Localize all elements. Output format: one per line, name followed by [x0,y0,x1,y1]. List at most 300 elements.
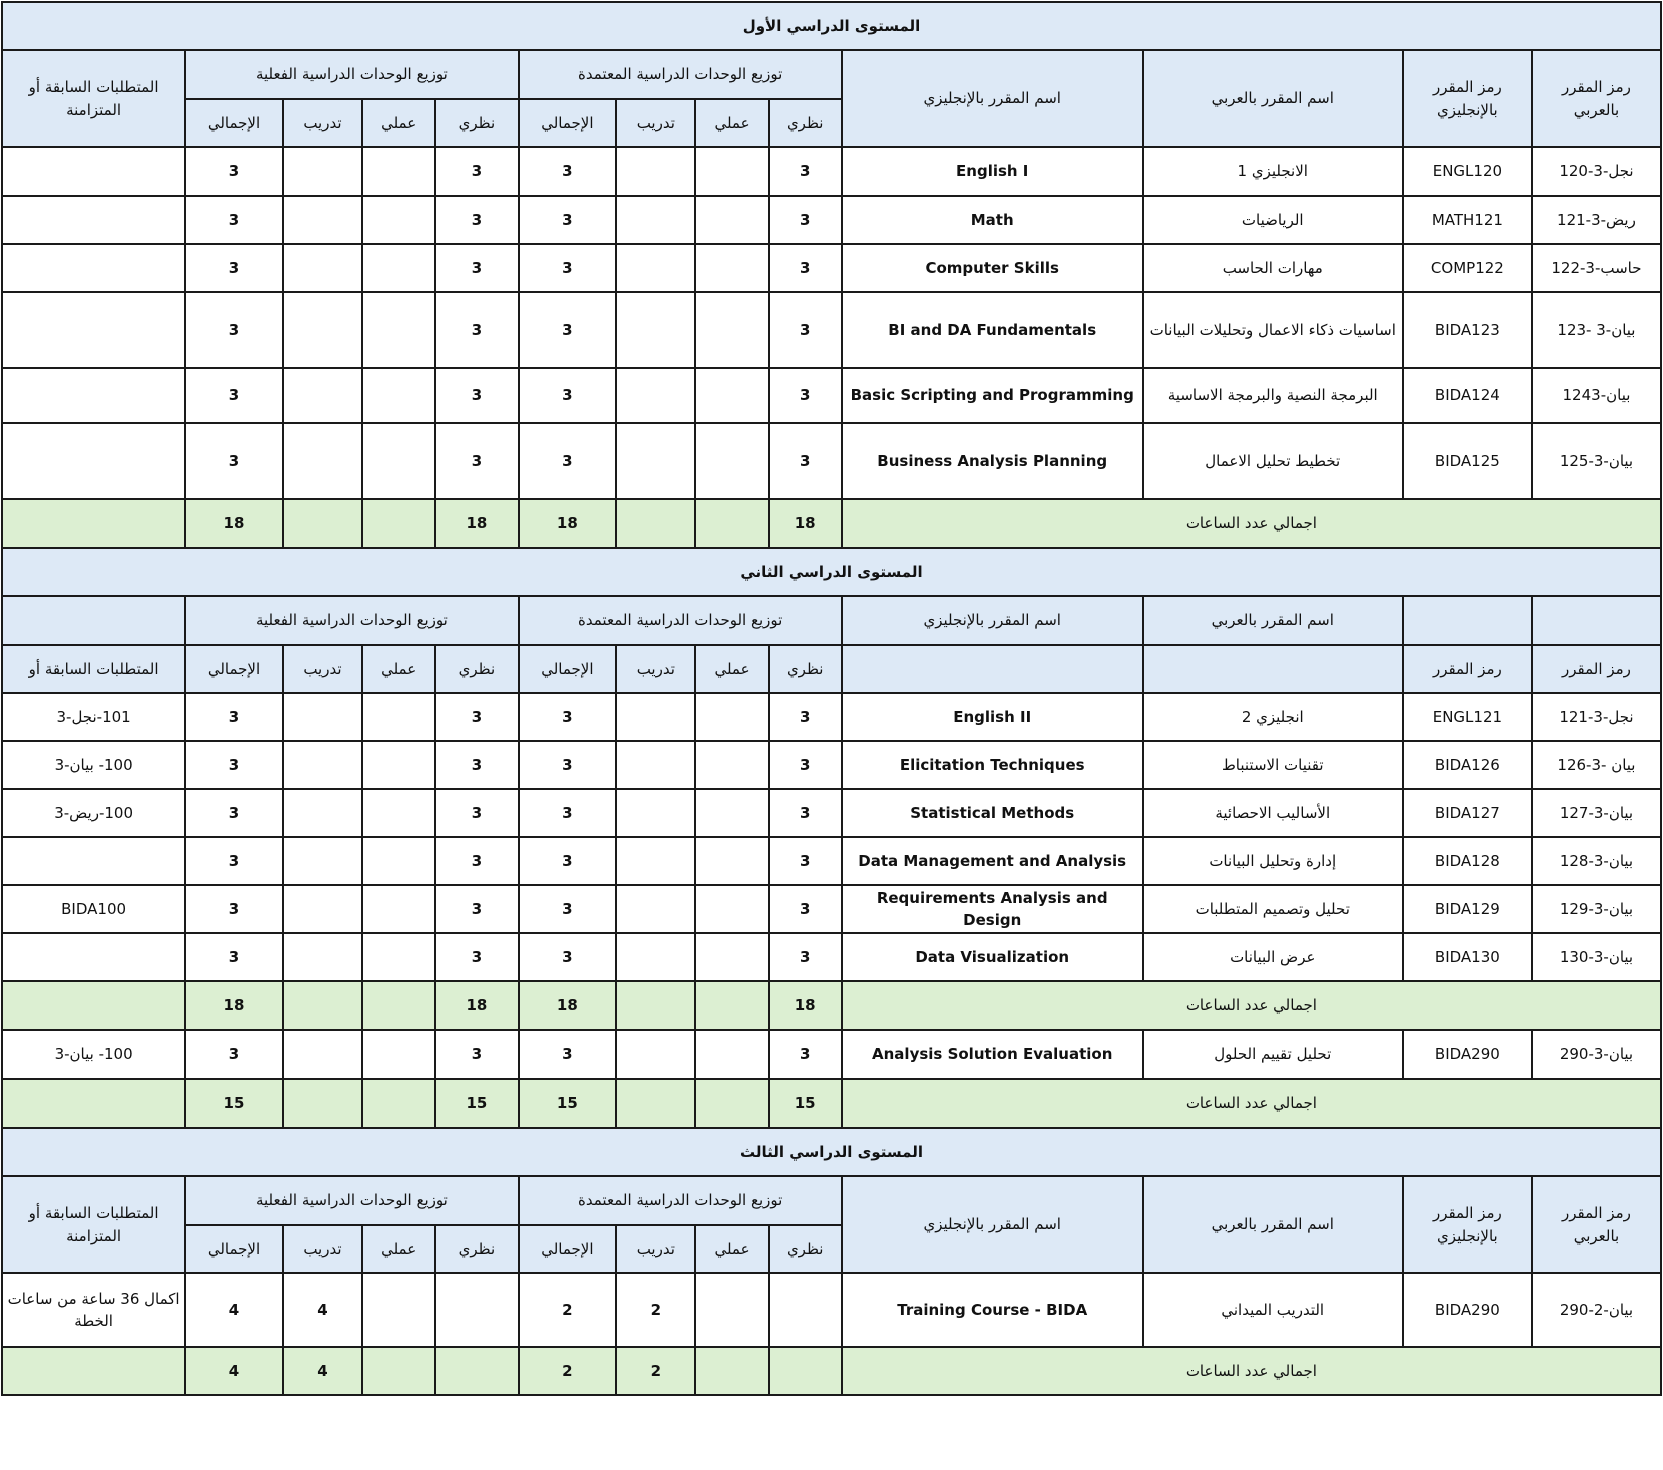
units-f-th: 3 [435,244,518,292]
course-row [2,933,1661,981]
header-code-en: رمز المقرر بالإنجليزي [1403,50,1532,147]
units-f-tot: 3 [185,837,283,885]
course-code-en: BIDA127 [1403,789,1532,837]
total-a-th [769,1347,842,1395]
units-f-tot: 3 [185,1030,283,1079]
units-a-th: 3 [769,196,842,244]
course-code-ar: 129-بيان-3 [1532,885,1661,933]
units-a-pr [695,789,768,837]
header-accredited-training: تدريب [616,99,695,147]
course-code-ar: 290-بيان-2 [1532,1273,1661,1347]
total-a-pr [695,1347,768,1395]
units-a-tot: 3 [519,292,617,368]
units-a-th: 3 [769,147,842,196]
units-a-tot: 3 [519,933,617,981]
course-name-ar: التدريب الميداني [1143,1273,1403,1347]
level-title: المستوى الدراسي الأول [2,2,1661,50]
units-a-th: 3 [769,292,842,368]
course-prereq [2,368,185,423]
header-actual-total: الإجمالي [185,99,283,147]
units-a-th: 3 [769,741,842,789]
course-code-ar: 126-بيان -3 [1532,741,1661,789]
course-prereq: 100- بيان-3 [2,741,185,789]
course-row [2,885,1661,933]
header-accredited-total: الإجمالي [519,645,617,693]
units-a-tr [616,244,695,292]
header-name-ar-blank [1143,645,1403,693]
total-f-tot: 15 [185,1079,283,1128]
units-f-tr [283,244,362,292]
course-name-en: BI and DA Fundamentals [842,292,1143,368]
units-f-tr [283,693,362,741]
course-name-ar: مهارات الحاسب [1143,244,1403,292]
units-a-th: 3 [769,693,842,741]
header-actual: توزيع الوحدات الدراسية الفعلية [185,1176,518,1225]
units-f-th: 3 [435,693,518,741]
units-a-tot: 3 [519,1030,617,1079]
units-a-tr [616,292,695,368]
course-code-en: BIDA290 [1403,1273,1532,1347]
total-a-th: 18 [769,981,842,1030]
header-code-ar-short: رمز المقرر [1532,645,1661,693]
header-accredited: توزيع الوحدات الدراسية المعتمدة [519,1176,842,1225]
total-a-tr [616,1079,695,1128]
header-actual-theory: نظري [435,645,518,693]
level-title: المستوى الدراسي الثالث [2,1128,1661,1176]
header-name-ar: اسم المقرر بالعربي [1143,596,1403,645]
course-row [2,368,1661,423]
units-a-pr [695,837,768,885]
level-title: المستوى الدراسي الثاني [2,548,1661,596]
units-f-th: 3 [435,147,518,196]
course-code-en: MATH121 [1403,196,1532,244]
course-code-ar: 125-بيان-3 [1532,423,1661,499]
course-code-ar: 127-بيان-3 [1532,789,1661,837]
course-code-ar: 121-ريض-3 [1532,196,1661,244]
units-a-tr [616,885,695,933]
course-name-ar: اساسيات ذكاء الاعمال وتحليلات البيانات [1143,292,1403,368]
header-code-en [1403,596,1532,645]
course-name-ar: الرياضيات [1143,196,1403,244]
course-name-en: Training Course - BIDA [842,1273,1143,1347]
units-f-tr [283,368,362,423]
course-name-en: Basic Scripting and Programming [842,368,1143,423]
course-name-en: Requirements Analysis and Design [842,885,1143,933]
header-name-en-blank [842,645,1143,693]
units-f-tr [283,933,362,981]
header-actual-practical: عملي [362,645,435,693]
total-row [2,1347,1661,1395]
course-code-ar: 290-بيان-3 [1532,1030,1661,1079]
header-row [2,1176,1661,1225]
units-a-th: 3 [769,885,842,933]
units-f-pr [362,368,435,423]
units-f-tr [283,147,362,196]
course-name-ar: تقنيات الاستنباط [1143,741,1403,789]
course-name-en: Data Visualization [842,933,1143,981]
total-f-th: 18 [435,981,518,1030]
units-a-pr [695,885,768,933]
units-f-th: 3 [435,292,518,368]
units-a-tr [616,693,695,741]
course-name-en: Business Analysis Planning [842,423,1143,499]
total-label: اجمالي عدد الساعات [842,981,1661,1030]
course-prereq: اكمال 36 ساعة من ساعات الخطة [2,1273,185,1347]
units-a-th: 3 [769,789,842,837]
total-label: اجمالي عدد الساعات [842,1347,1661,1395]
total-f-th [435,1347,518,1395]
total-row [2,1079,1661,1128]
units-f-th: 3 [435,789,518,837]
units-f-th: 3 [435,741,518,789]
units-f-pr [362,933,435,981]
units-a-tr [616,837,695,885]
units-f-tot: 4 [185,1273,283,1347]
header-actual-total: الإجمالي [185,645,283,693]
units-a-tot: 3 [519,244,617,292]
total-prereq-blank [2,981,185,1030]
units-a-th: 3 [769,1030,842,1079]
units-f-pr [362,693,435,741]
total-a-pr [695,1079,768,1128]
header-actual: توزيع الوحدات الدراسية الفعلية [185,596,518,645]
units-f-pr [362,789,435,837]
course-name-ar: تحليل تقييم الحلول [1143,1030,1403,1079]
units-a-th [769,1273,842,1347]
units-f-pr [362,741,435,789]
study-plan-table [1,1,1662,1396]
header-subrow [2,645,1661,693]
units-f-tr [283,885,362,933]
course-code-en: BIDA126 [1403,741,1532,789]
header-actual-training: تدريب [283,645,362,693]
header-accredited-training: تدريب [616,1225,695,1273]
total-a-th: 15 [769,1079,842,1128]
course-row [2,147,1661,196]
units-a-pr [695,292,768,368]
total-a-th: 18 [769,499,842,548]
units-f-pr [362,423,435,499]
units-f-tot: 3 [185,693,283,741]
course-name-en: Analysis Solution Evaluation [842,1030,1143,1079]
header-prereq: المتطلبات السابقة أو المتزامنة [2,50,185,147]
header-name-en: اسم المقرر بالإنجليزي [842,50,1143,147]
course-prereq: BIDA100 [2,885,185,933]
course-code-en: ENGL121 [1403,693,1532,741]
header-accredited-total: الإجمالي [519,1225,617,1273]
course-name-ar: إدارة وتحليل البيانات [1143,837,1403,885]
header-prereq-top [2,596,185,645]
units-a-tot: 2 [519,1273,617,1347]
header-name-ar: اسم المقرر بالعربي [1143,1176,1403,1273]
units-f-tot: 3 [185,196,283,244]
header-row [2,50,1661,99]
total-row [2,499,1661,548]
total-f-th: 15 [435,1079,518,1128]
units-f-pr [362,196,435,244]
units-a-tr [616,933,695,981]
course-code-ar: 120-نجل-3 [1532,147,1661,196]
course-code-en: BIDA129 [1403,885,1532,933]
total-prereq-blank [2,1347,185,1395]
units-f-th: 3 [435,1030,518,1079]
units-f-tr [283,837,362,885]
course-code-en: BIDA123 [1403,292,1532,368]
header-actual: توزيع الوحدات الدراسية الفعلية [185,50,518,99]
course-name-ar: البرمجة النصية والبرمجة الاساسية [1143,368,1403,423]
total-label: اجمالي عدد الساعات [842,499,1661,548]
units-a-pr [695,693,768,741]
course-row [2,196,1661,244]
units-a-pr [695,933,768,981]
units-f-th [435,1273,518,1347]
course-prereq [2,244,185,292]
header-code-ar [1532,596,1661,645]
header-actual-total: الإجمالي [185,1225,283,1273]
course-row [2,423,1661,499]
units-a-th: 3 [769,423,842,499]
course-row [2,1030,1661,1079]
course-row [2,292,1661,368]
units-a-tot: 3 [519,423,617,499]
total-a-tot: 15 [519,1079,617,1128]
header-actual-theory: نظري [435,99,518,147]
total-f-tr [283,981,362,1030]
total-f-tr: 4 [283,1347,362,1395]
units-f-tot: 3 [185,423,283,499]
units-a-tot: 3 [519,837,617,885]
header-row [2,596,1661,645]
units-a-tot: 3 [519,147,617,196]
units-a-tr [616,196,695,244]
total-f-tot: 18 [185,499,283,548]
total-row [2,981,1661,1030]
header-code-ar: رمز المقرر بالعربي [1532,50,1661,147]
units-a-pr [695,368,768,423]
units-a-th: 3 [769,933,842,981]
course-code-en: BIDA290 [1403,1030,1532,1079]
units-f-th: 3 [435,885,518,933]
total-a-tot: 18 [519,981,617,1030]
course-name-ar: تحليل وتصميم المتطلبات [1143,885,1403,933]
total-f-pr [362,1079,435,1128]
units-f-pr [362,244,435,292]
units-a-th: 3 [769,244,842,292]
course-code-ar: 128-بيان-3 [1532,837,1661,885]
total-f-th: 18 [435,499,518,548]
units-a-pr [695,244,768,292]
units-a-pr [695,196,768,244]
units-f-tr [283,196,362,244]
course-name-en: English I [842,147,1143,196]
header-actual-practical: عملي [362,1225,435,1273]
total-f-tr [283,499,362,548]
units-f-th: 3 [435,837,518,885]
course-prereq [2,196,185,244]
total-a-pr [695,499,768,548]
total-a-tr [616,499,695,548]
total-label: اجمالي عدد الساعات [842,1079,1661,1128]
header-actual-training: تدريب [283,99,362,147]
course-row [2,789,1661,837]
units-a-tr [616,1030,695,1079]
units-a-tot: 3 [519,693,617,741]
units-a-th: 3 [769,837,842,885]
header-name-ar: اسم المقرر بالعربي [1143,50,1403,147]
header-name-en: اسم المقرر بالإنجليزي [842,596,1143,645]
header-accredited: توزيع الوحدات الدراسية المعتمدة [519,50,842,99]
course-row [2,693,1661,741]
total-a-tot: 18 [519,499,617,548]
units-f-tot: 3 [185,244,283,292]
level-title-row [2,548,1661,596]
units-a-th: 3 [769,368,842,423]
units-f-tot: 3 [185,741,283,789]
units-a-pr [695,1273,768,1347]
units-f-tr [283,292,362,368]
course-prereq: 100-ريض-3 [2,789,185,837]
course-row [2,244,1661,292]
header-prereq-short: المتطلبات السابقة أو [2,645,185,693]
course-code-ar: 130-بيان-3 [1532,933,1661,981]
course-code-ar: 122-حاسب-3 [1532,244,1661,292]
units-f-pr [362,837,435,885]
units-a-pr [695,147,768,196]
course-row [2,741,1661,789]
course-name-en: Statistical Methods [842,789,1143,837]
course-code-en: COMP122 [1403,244,1532,292]
header-accredited-theory: نظري [769,99,842,147]
units-f-pr [362,1273,435,1347]
units-a-tot: 3 [519,196,617,244]
header-actual-practical: عملي [362,99,435,147]
course-prereq [2,147,185,196]
units-f-tr [283,423,362,499]
course-name-en: Data Management and Analysis [842,837,1143,885]
course-code-ar: 121-نجل-3 [1532,693,1661,741]
units-a-pr [695,741,768,789]
course-name-ar: تخطيط تحليل الاعمال [1143,423,1403,499]
course-prereq: 101-نجل-3 [2,693,185,741]
units-f-tot: 3 [185,147,283,196]
course-name-ar: انجليزي 2 [1143,693,1403,741]
level-title-row [2,1128,1661,1176]
course-code-en: BIDA124 [1403,368,1532,423]
course-prereq [2,837,185,885]
course-name-ar: الأساليب الاحصائية [1143,789,1403,837]
units-a-tot: 3 [519,741,617,789]
units-a-tot: 3 [519,368,617,423]
course-row [2,837,1661,885]
total-prereq-blank [2,499,185,548]
header-accredited: توزيع الوحدات الدراسية المعتمدة [519,596,842,645]
course-prereq [2,933,185,981]
header-accredited-practical: عملي [695,99,768,147]
units-f-tot: 3 [185,789,283,837]
units-f-tr [283,1030,362,1079]
course-name-en: English II [842,693,1143,741]
header-code-ar: رمز المقرر بالعربي [1532,1176,1661,1273]
total-f-pr [362,981,435,1030]
units-a-pr [695,1030,768,1079]
units-a-tr [616,789,695,837]
course-code-ar: 123- بيان-3 [1532,292,1661,368]
units-a-tr [616,147,695,196]
header-accredited-practical: عملي [695,645,768,693]
units-f-th: 3 [435,196,518,244]
course-prereq [2,423,185,499]
units-f-th: 3 [435,933,518,981]
total-f-pr [362,1347,435,1395]
units-f-tot: 3 [185,292,283,368]
total-f-pr [362,499,435,548]
header-accredited-theory: نظري [769,1225,842,1273]
header-prereq: المتطلبات السابقة أو المتزامنة [2,1176,185,1273]
header-accredited-total: الإجمالي [519,99,617,147]
total-a-pr [695,981,768,1030]
units-a-tr [616,423,695,499]
total-prereq-blank [2,1079,185,1128]
units-a-tr [616,368,695,423]
units-f-pr [362,147,435,196]
total-f-tot: 4 [185,1347,283,1395]
total-f-tot: 18 [185,981,283,1030]
course-name-en: Elicitation Techniques [842,741,1143,789]
level-title-row [2,2,1661,50]
course-code-ar: 124بيان-3 [1532,368,1661,423]
units-f-pr [362,885,435,933]
units-f-pr [362,292,435,368]
header-accredited-training: تدريب [616,645,695,693]
header-accredited-practical: عملي [695,1225,768,1273]
units-f-th: 3 [435,368,518,423]
course-code-en: ENGL120 [1403,147,1532,196]
header-name-en: اسم المقرر بالإنجليزي [842,1176,1143,1273]
units-f-tr: 4 [283,1273,362,1347]
course-prereq [2,292,185,368]
units-f-th: 3 [435,423,518,499]
total-a-tr: 2 [616,1347,695,1395]
course-prereq: 100- بيان-3 [2,1030,185,1079]
header-code-en: رمز المقرر بالإنجليزي [1403,1176,1532,1273]
course-name-ar: عرض البيانات [1143,933,1403,981]
units-f-pr [362,1030,435,1079]
course-code-en: BIDA125 [1403,423,1532,499]
course-name-en: Computer Skills [842,244,1143,292]
course-name-en: Math [842,196,1143,244]
total-a-tot: 2 [519,1347,617,1395]
units-a-tr: 2 [616,1273,695,1347]
study-plan-document [1,1,1662,1469]
units-a-tot: 3 [519,885,617,933]
course-row [2,1273,1661,1347]
header-actual-theory: نظري [435,1225,518,1273]
total-f-tr [283,1079,362,1128]
header-accredited-theory: نظري [769,645,842,693]
units-f-tot: 3 [185,885,283,933]
units-a-tot: 3 [519,789,617,837]
header-actual-training: تدريب [283,1225,362,1273]
units-f-tot: 3 [185,368,283,423]
course-code-en: BIDA128 [1403,837,1532,885]
units-a-tr [616,741,695,789]
units-f-tr [283,789,362,837]
units-f-tr [283,741,362,789]
course-code-en: BIDA130 [1403,933,1532,981]
header-code-en-short: رمز المقرر [1403,645,1532,693]
units-f-tot: 3 [185,933,283,981]
total-a-tr [616,981,695,1030]
